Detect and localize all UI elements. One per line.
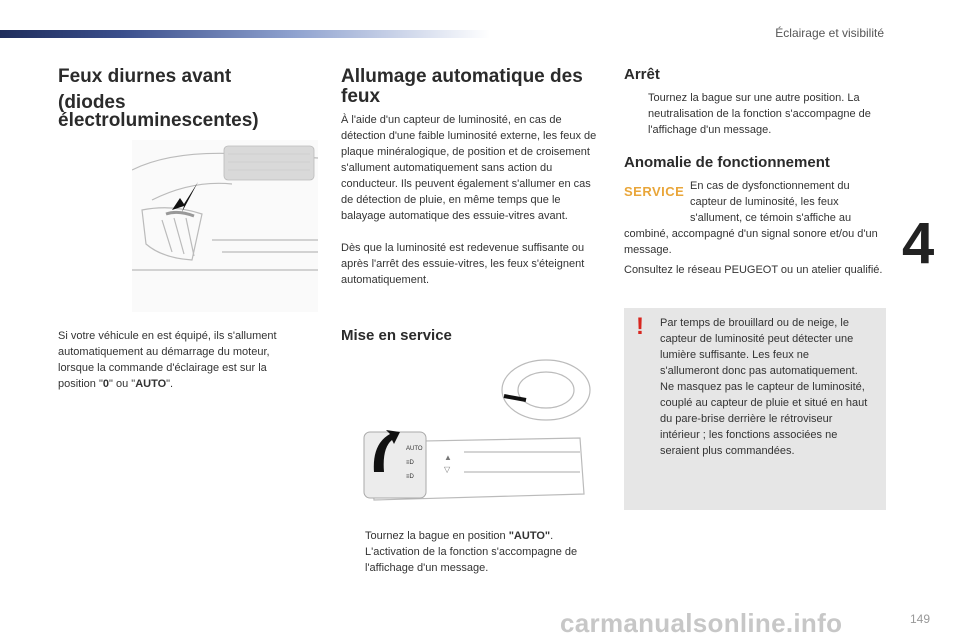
service-warning-icon: SERVICE xyxy=(624,184,685,199)
drl-headlight-illustration xyxy=(132,140,318,312)
svg-text:▽: ▽ xyxy=(444,465,451,474)
col2-bullet-pre: Tournez la bague en position xyxy=(365,530,509,542)
arret-bullet xyxy=(624,90,888,138)
chapter-number: 4 xyxy=(902,211,935,276)
light-stalk-illustration xyxy=(344,352,602,512)
page-number: 149 xyxy=(910,612,931,626)
col1-body-text: Si votre véhicule en est équipé, ils s'allument automatiquement au démarrage du moteur, lorsque la commande d'éclairage est sur la position " xyxy=(58,330,277,390)
col1-position-auto: AUTO xyxy=(135,378,167,390)
svg-text:≡D: ≡D xyxy=(406,474,414,480)
col2-body: À l'aide d'un capteur de luminosité, en cas de détection d'une faible luminosité externe, les feux de plaque minéralogique, de position et de croisement s'allument automatiquement sans action du conducteur. Ils peuvent également s'allumer en cas de détection de pluie, en même temps que le balayage automatique des essuie-vitres avant. xyxy=(341,114,597,222)
anomalie-text1: En cas de dysfonctionnement du capteur de luminosité, les feux s'allument, ce témoin s'affiche au xyxy=(690,180,852,224)
svg-text:▲: ▲ xyxy=(444,453,452,462)
svg-text:AUTO: AUTO xyxy=(406,446,423,452)
col1-position-zero: 0 xyxy=(102,378,110,390)
col1-body-mid: " ou " xyxy=(109,378,136,390)
col2-body2: Dès que la luminosité est redevenue suffisante ou après l'arrêt des essuie-vitres, les feux s'éteignent automatiquement. xyxy=(341,242,585,286)
col1-title-line1: Feux diurnes avant xyxy=(58,66,232,87)
stalk-drawing xyxy=(344,352,602,512)
col1-title-line2: (diodes xyxy=(58,92,126,113)
col2-title-line2: feux xyxy=(341,86,381,107)
col1-body-post: ". xyxy=(166,378,174,390)
anomalie-text2: combiné, accompagné d'un signal sonore et/ou d'un message. xyxy=(624,228,878,256)
arret-title: Arrêt xyxy=(624,66,660,83)
col2-bullet xyxy=(341,528,605,576)
headlight-drawing xyxy=(132,140,318,312)
anomalie-text3: Consultez le réseau PEUGEOT ou un atelier qualifié. xyxy=(624,264,883,276)
col2-title-line1: Allumage automatique des xyxy=(341,66,583,87)
header-gradient-bar xyxy=(0,30,490,38)
col2-bullet-post: . L'activation de la fonction s'accompagne de l'affichage d'un message. xyxy=(365,530,578,574)
anomalie-title: Anomalie de fonctionnement xyxy=(624,154,830,171)
col1-title-line3: électroluminescentes) xyxy=(58,110,259,131)
watermark: carmanualsonline.info xyxy=(560,608,843,638)
col1-body xyxy=(58,328,298,392)
arret-text: Tournez la bague sur une autre position. La neutralisation de la fonction s'accompagne de l'affichage d'un message. xyxy=(648,92,871,136)
col2-subtitle: Mise en service xyxy=(341,327,452,344)
col2-bullet-auto: "AUTO" xyxy=(508,530,551,542)
note-text: Par temps de brouillard ou de neige, le capteur de luminosité peut détecter une lumière suffisante. Les feux ne s'allumeront donc pas automatiquement. Ne masquez pas le capteur de luminosité, couplé au capteur de pluie et situé en haut du pare-brise derrière le rétroviseur intérieur ; les fonctions associées ne seraient plus commandées. xyxy=(660,317,868,457)
svg-text:≡D: ≡D xyxy=(406,460,414,466)
section-title: Éclairage et visibilité xyxy=(775,26,884,40)
col2-bullet-text xyxy=(365,528,605,576)
warning-exclamation-icon: ! xyxy=(636,313,644,340)
